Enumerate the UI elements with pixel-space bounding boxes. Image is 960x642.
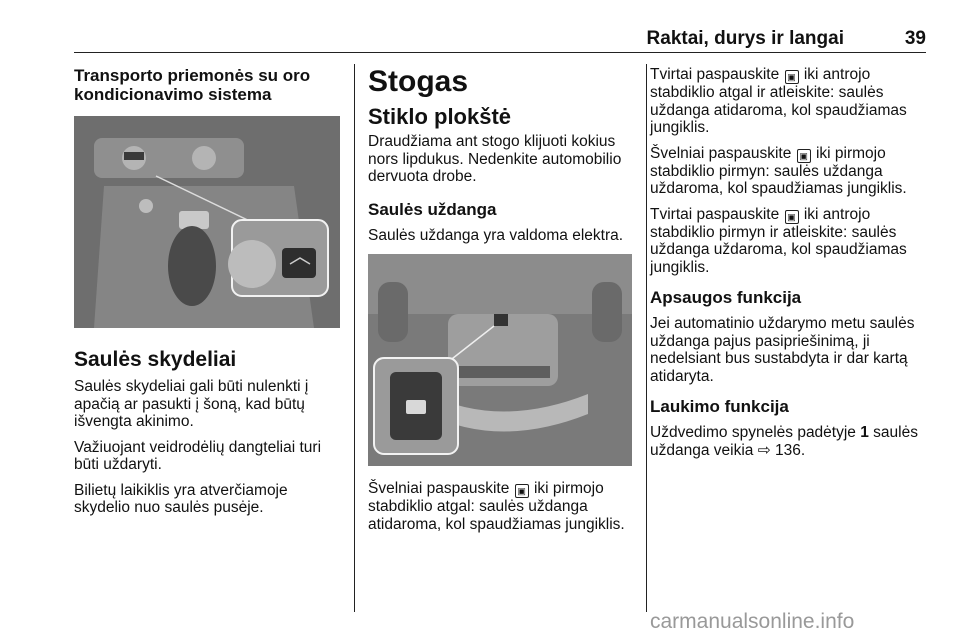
paragraph-gentle-press-forward	[650, 145, 932, 198]
column-2	[368, 66, 638, 541]
page-header	[74, 28, 930, 50]
running-title: Raktai, durys ir langai	[646, 28, 844, 49]
text-gentle-press-forward-a: Švelniai paspauskite	[650, 144, 792, 162]
paragraph-protection-function: Jei automatinio uždarymo metu saulės uždanga pajus pasipriešinimą, ji nedelsiant bus sustabdyta ir dar kartą atidaryta.	[650, 315, 915, 385]
paragraph-ticket-holder: Bilietų laikiklis yra atverčiamoje skydelio nuo saulės pusėje.	[74, 481, 288, 516]
sunblind-switch-icon: ▣	[785, 210, 799, 224]
text-firm-press-forward-a: Tvirtai paspauskite	[650, 205, 780, 223]
header-rule	[74, 52, 926, 53]
column-divider-2	[646, 64, 647, 612]
heading-sun-visors: Saulės skydeliai	[74, 348, 237, 371]
paragraph-visors-fold: Saulės skydeliai gali būti nulenkti į apačią ar pasukti į šoną, kad būtų išvengta akinimo.	[74, 378, 309, 430]
console-illustration	[74, 116, 340, 328]
heading-sunblind: Saulės uždanga	[368, 199, 497, 219]
paragraph-firm-press-back	[650, 66, 932, 137]
text-gentle-press-back-b: iki pirmojo stabdiklio atgal: saulės uždanga atidaroma, kol spaudžiamas jungiklis.	[368, 480, 625, 533]
text-gentle-press-forward-b: iki pirmojo stabdiklio pirmyn: saulės uždanga uždaroma, kol spaudžiamas jungiklis.	[650, 144, 907, 197]
text-delay-a: Uždvedimo spynelės padėtyje	[650, 424, 856, 441]
figure-console-sunblind-switch	[74, 116, 340, 328]
paragraph-glass-panel: Draudžiama ant stogo klijuoti kokius nors lipdukus. Nedenkite automobilio dervuota drobe.	[368, 133, 622, 185]
heading-delay-function: Laukimo funkcija	[650, 397, 789, 416]
column-divider-1	[354, 64, 355, 612]
text-gentle-press-back-a: Švelniai paspauskite	[368, 480, 510, 497]
text-firm-press-back-b: iki antrojo stabdiklio atgal ir atleiskite: saulės uždanga atidaroma, kol spaudžiamas jungiklis.	[650, 66, 907, 136]
paragraph-gentle-press-back	[368, 480, 638, 533]
text-delay-b: saulės uždanga veikia	[650, 424, 918, 459]
page-number: 39	[904, 28, 926, 49]
figure-roof-console-switch	[368, 254, 632, 466]
column-1	[74, 66, 342, 525]
paragraph-mirror-covers: Važiuojant veidrodėlių dangteliai turi būti uždaryti.	[74, 438, 322, 473]
heading-protection-function: Apsaugos funkcija	[650, 288, 802, 307]
watermark: carmanualsonline.info	[650, 610, 855, 633]
column-3	[650, 66, 932, 467]
paragraph-sunblind-electric: Saulės uždanga yra valdoma elektra.	[368, 226, 624, 244]
sunblind-switch-icon: ▣	[515, 484, 529, 498]
sunblind-switch-icon: ▣	[785, 70, 799, 84]
page-reference-arrow-icon: ⇨	[757, 441, 771, 459]
paragraph-delay-function	[650, 424, 932, 459]
page-reference-link[interactable]: 136.	[775, 441, 806, 459]
heading-climate-system: Transporto priemonės su oro kondicionavimo sistema	[74, 66, 311, 104]
paragraph-firm-press-forward	[650, 206, 932, 277]
sunblind-switch-icon: ▣	[797, 149, 811, 163]
heading-glass-panel: Stiklo plokštė	[368, 104, 512, 129]
ignition-position-number: 1	[860, 424, 869, 441]
heading-roof: Stogas	[368, 65, 469, 98]
text-firm-press-back-a: Tvirtai paspauskite	[650, 66, 780, 83]
text-firm-press-forward-b: iki antrojo stabdiklio pirmyn ir atleiskite: saulės uždanga uždaroma, kol spaudžiamas jungiklis.	[650, 205, 907, 276]
roof-console-illustration	[368, 254, 632, 466]
